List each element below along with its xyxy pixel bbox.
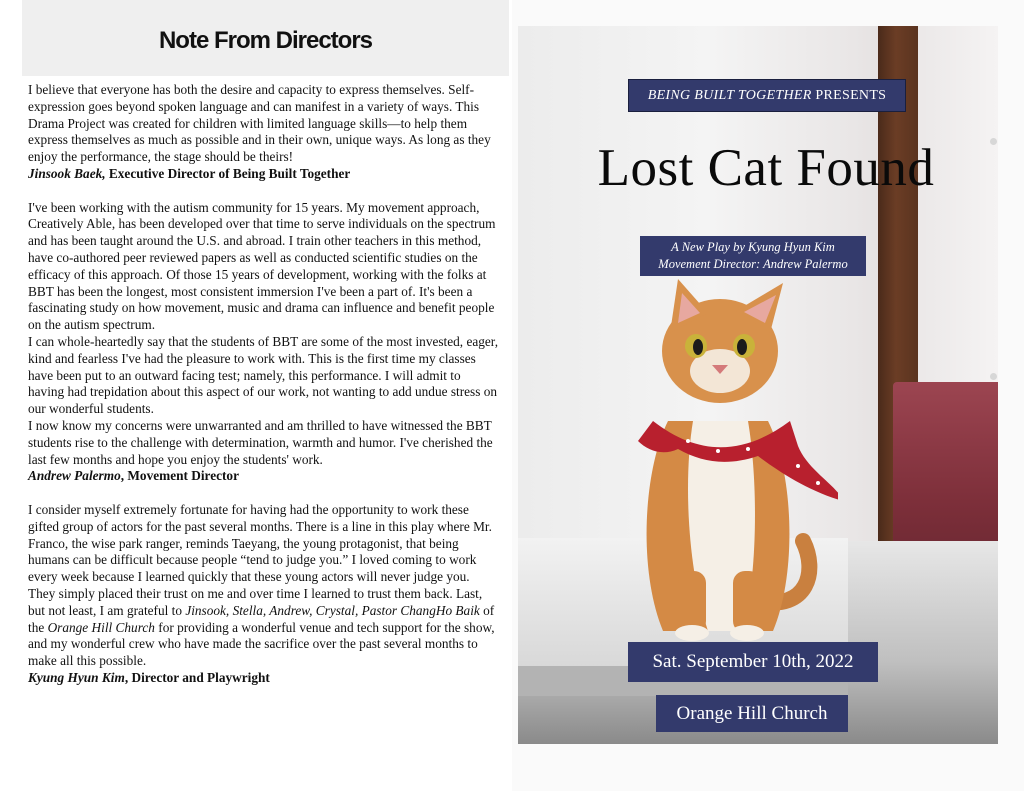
signature-role: Executive Director of Being Built Together bbox=[105, 165, 351, 181]
edge-dot bbox=[990, 373, 997, 380]
note-text: for providing a wonderful venue and tech support for the show, and my wonderful crew who have made the sacrifice over the past several months to make all this possible. bbox=[28, 619, 495, 669]
church-name: Orange Hill Church bbox=[47, 619, 155, 635]
date-banner: Sat. September 10th, 2022 bbox=[628, 642, 878, 682]
venue-banner: Orange Hill Church bbox=[656, 695, 848, 732]
signature-name: Jinsook Baek, bbox=[28, 165, 106, 181]
note-paragraph: I can whole-heartedly say that the students of BBT are some of the most invested, eager, kind and fearless I've had the pleasure to work with. This is the first time my classes have been put to an outward facing test; namely, this performance. I will admit to having had trepidation about this aspect of our work, not wanting to add undue stress on our wonderful students. bbox=[28, 333, 499, 417]
signature-role: , Director and Playwright bbox=[124, 669, 270, 685]
signature-kim bbox=[28, 670, 498, 687]
note-paragraph: I believe that everyone has both the desire and capacity to express themselves. Self-expression goes beyond spoken language and can manifest in a variety of ways. This Drama Project was created for children with limited language skills—to help them express themselves as much as possible and in their own, unique ways. As long as they enjoy the performance, the stage should be theirs! bbox=[28, 82, 491, 165]
show-title: Lost Cat Found bbox=[597, 139, 935, 197]
edge-dot bbox=[990, 138, 997, 145]
cat-photo bbox=[608, 271, 838, 651]
paragraph-gap bbox=[28, 485, 498, 502]
movement-director-credit: Movement Director: Andrew Palermo bbox=[658, 257, 848, 271]
signature-role: , Movement Director bbox=[120, 468, 239, 484]
playwright-credit: A New Play by Kyung Hyun Kim bbox=[671, 240, 835, 254]
paragraph-gap bbox=[28, 183, 498, 200]
note-paragraph: I now know my concerns were unwarranted and am thrilled to have witnessed the BBT students rise to the challenge with determination, warmth and humor. I've cherished the last few months and hope you enjoy the students' work. bbox=[28, 417, 493, 467]
signature-baek bbox=[28, 166, 498, 183]
notes-body bbox=[28, 82, 498, 687]
note-text: of the bbox=[28, 602, 495, 635]
note-paragraph: I've been working with the autism community for 15 years. My movement approach, Creatively Able, has been developed over that time to serve individuals on the spectrum and has been taught around the U.S. and abroad. I train other teachers in this method, have co-authored peer reviewed papers as well as conducted scientific studies on the efficacy of this approach. Of those 15 years of development, working with the folks at BBT has been the longest, most consistent immersion I've been a part of. It's been a fascinating study on how movement, music and drama can influence and benefit people on the autism spectrum. bbox=[28, 199, 496, 333]
presents-banner bbox=[628, 79, 906, 112]
page-title: Note From Directors bbox=[158, 27, 373, 54]
note-text: I consider myself extremely fortunate for having had the opportunity to work these gifted group of actors for the past several months. There is a line in this play where Mr. Franco, the wise park ranger, reminds Taeyang, the young protagonist, that being humans can be difficult because people “tend to judge you.” I loved coming to work every week because I learned quickly that these young actors will never judge you. They simply placed their trust on me and over time I learned to trust them back. Last, but not least, I am grateful to bbox=[28, 501, 492, 618]
note-paragraph bbox=[28, 502, 498, 670]
signature-name: Andrew Palermo bbox=[28, 468, 121, 484]
credits-banner bbox=[640, 236, 866, 276]
signature-palermo bbox=[28, 468, 498, 485]
presenter-name: BEING BUILT TOGETHER bbox=[647, 88, 812, 103]
presents-label: PRESENTS bbox=[811, 88, 887, 103]
signature-name: Kyung Hyun Kim bbox=[28, 669, 125, 685]
play-poster bbox=[518, 26, 998, 744]
thanked-names: Jinsook, Stella, Andrew, Crystal, Pastor ChangHo Baik bbox=[185, 602, 480, 618]
